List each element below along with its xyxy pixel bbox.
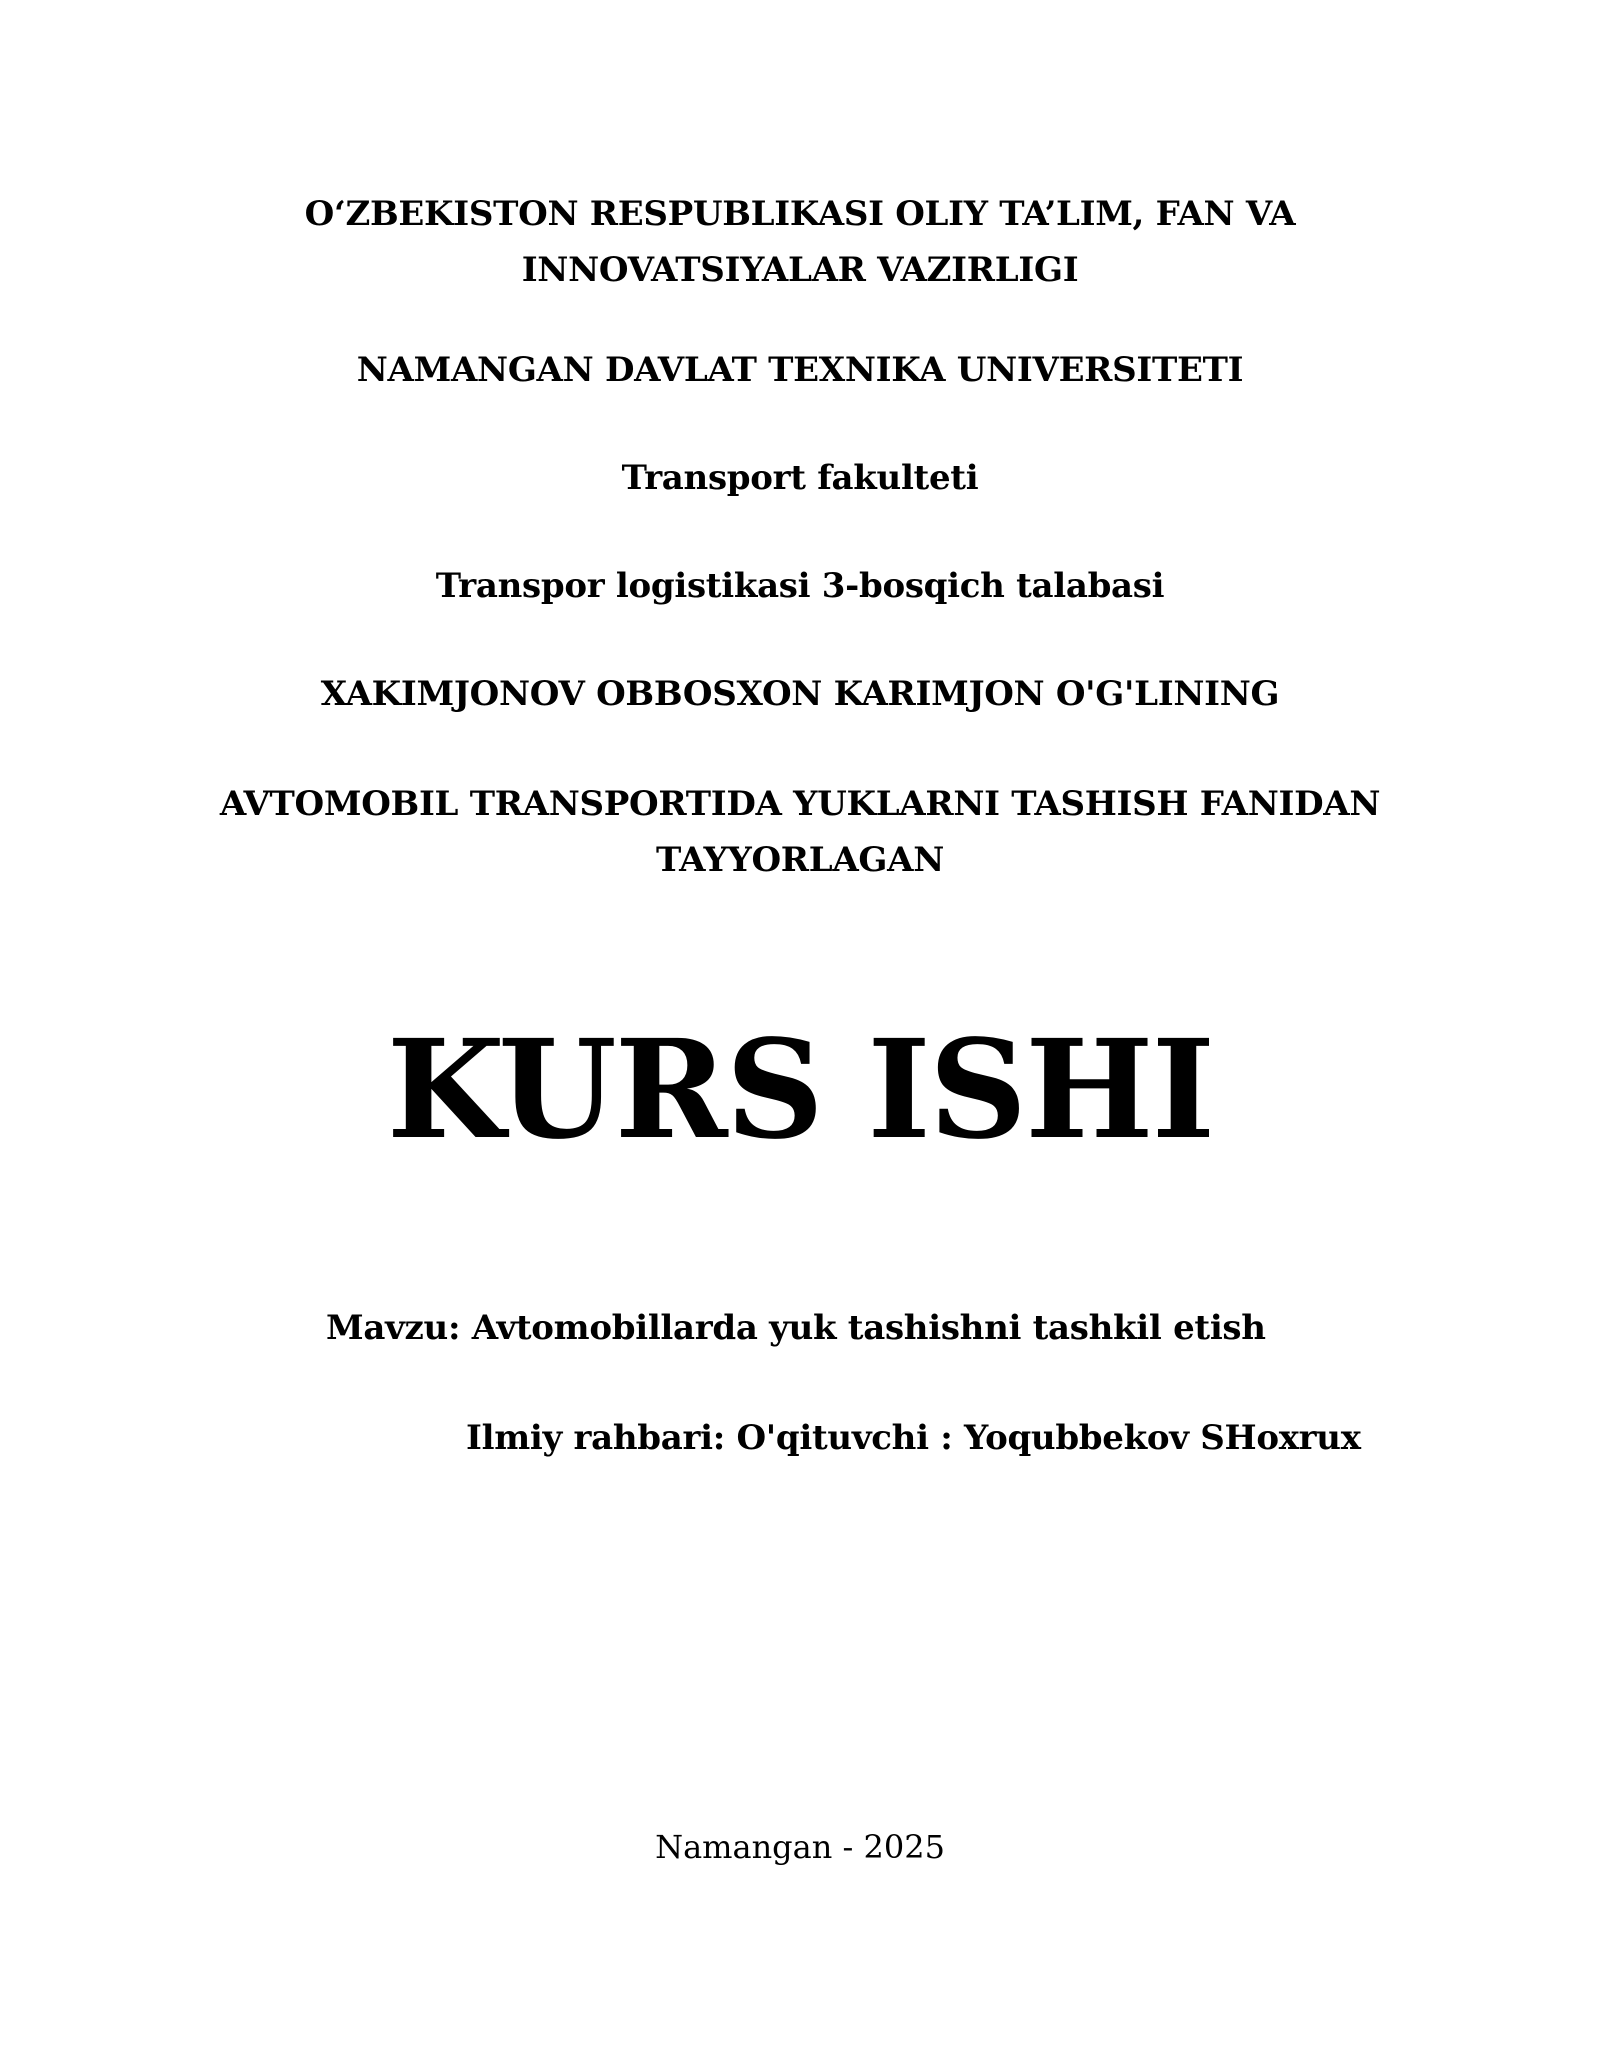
subject-heading (0, 776, 1600, 888)
subject-line-2: TAYYORLAGAN (655, 840, 945, 880)
student-level: Transpor logistikasi 3-bosqich talabasi (435, 566, 1165, 606)
student-name: XAKIMJONOV OBBOSXON KARIMJON O'G'LINING (320, 674, 1280, 714)
city-year-footer: Namangan - 2025 (655, 1828, 945, 1866)
ministry-line-1: O‘ZBEKISTON RESPUBLIKASI OLIY TA’LIM, FAN VA (304, 194, 1296, 234)
topic-line: Mavzu: Avtomobillarda yuk tashishni tashkil etish (326, 1308, 1266, 1348)
subject-line-1: AVTOMOBIL TRANSPORTIDA YUKLARNI TASHISH FANIDAN (219, 784, 1381, 824)
ministry-heading (0, 186, 1600, 298)
supervisor-line: Ilmiy rahbari: O'qituvchi : Yoqubbekov SHoxrux (466, 1418, 1361, 1458)
document-title: KURS ISHI (386, 1010, 1214, 1170)
ministry-line-2: INNOVATSIYALAR VAZIRLIGI (521, 250, 1079, 290)
university-name: NAMANGAN DAVLAT TEXNIKA UNIVERSITETI (356, 350, 1244, 390)
faculty-name: Transport fakulteti (621, 458, 979, 498)
